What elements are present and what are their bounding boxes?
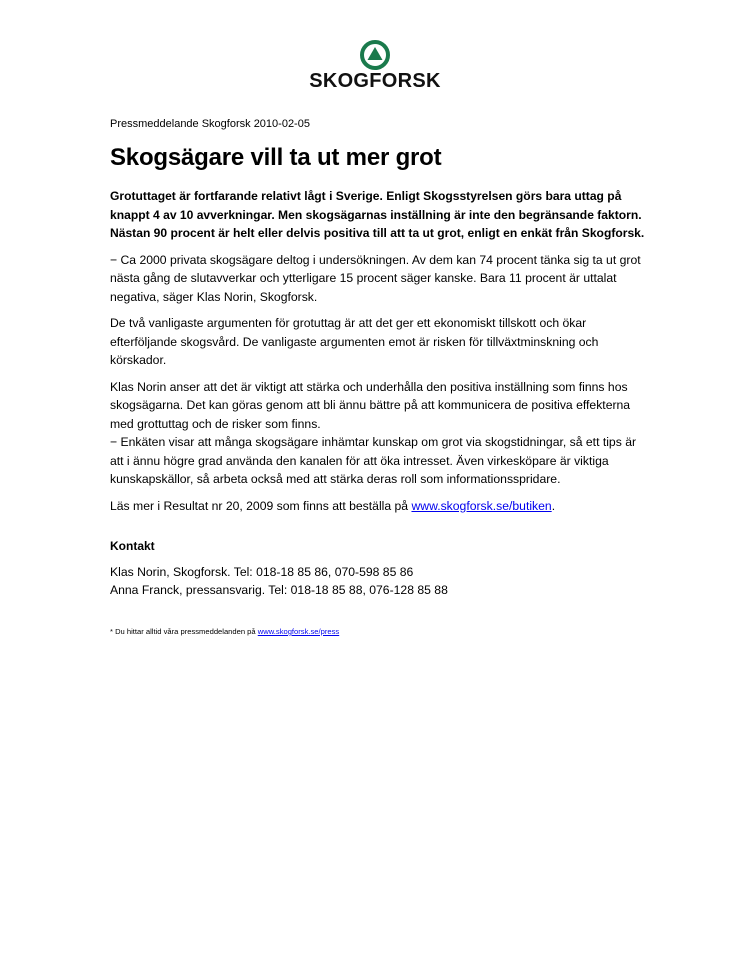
footnote-text: * Du hittar alltid våra pressmeddelanden på — [110, 627, 258, 636]
page-title: Skogsägare vill ta ut mer grot — [110, 144, 442, 171]
logo-text: SKOGFORSK — [309, 70, 441, 92]
body-paragraph-2: De två vanligaste argumenten för grotuttag är att det ger ett ekonomiskt tillskott och ökar efterföljande skogsvård. De vanligaste argumenten emot är risken för tillväxtminskning och körskador. — [110, 316, 599, 367]
read-more-suffix: . — [551, 498, 556, 513]
contact-heading: Kontakt — [110, 539, 155, 553]
shop-link[interactable]: www.skogforsk.se/butiken — [411, 498, 552, 513]
dateline: Pressmeddelande Skogforsk 2010-02-05 — [110, 118, 310, 130]
contact-line-2: Anna Franck, pressansvarig. Tel: 018-18 85 88, 076-128 85 88 — [110, 583, 448, 597]
body-paragraph-1: − Ca 2000 privata skogsägare deltog i undersökningen. Av dem kan 74 procent tänka sig ta ut grot nästa gång de slutavverkar och ytterligare 15 procent säger kanske. Bara 11 procent är uttalat negativa, säger Klas Norin, Skogforsk. — [110, 252, 641, 304]
press-release — [110, 112, 650, 637]
lead-paragraph: Grotuttaget är fortfarande relativt lågt i Sverige. Enligt Skogsstyrelsen görs bara uttag på knappt 4 av 10 avverkningar. Men skogsägarnas inställning är inte den begränsande faktorn. Nästan 90 procent är helt eller delvis positiva till att ta ut grot, enligt en enkät från Skogforsk. — [110, 189, 645, 240]
body-paragraph-4: − Enkäten visar att många skogsägare inhämtar kunskap om grot via skogstidningar, så ett tips är att i ännu högre grad använda den kanalen för att öka intresset. Även virkesköpare är viktiga kunskapskällor, så arbeta också med att stärka deras roll som informationsspridare. — [110, 435, 637, 486]
footnote — [110, 627, 650, 637]
body-paragraph-5 — [110, 497, 650, 516]
read-more-text: Läs mer i Resultat nr 20, 2009 som finns att beställa på — [110, 498, 412, 513]
contact-line-1: Klas Norin, Skogforsk. Tel: 018-18 85 86, 070-598 85 86 — [110, 565, 414, 579]
body-paragraph-3: Klas Norin anser att det är viktigt att stärka och underhålla den positiva inställning som finns hos skogsägarna. Det kan göras genom att bli ännu bättre på att kommunicera de positiva effekterna med grottuttag och de risker som finns. — [110, 379, 631, 431]
skogforsk-logo — [300, 40, 450, 96]
triangle-in-circle-icon — [360, 40, 390, 70]
press-link[interactable]: www.skogforsk.se/press — [257, 627, 340, 636]
